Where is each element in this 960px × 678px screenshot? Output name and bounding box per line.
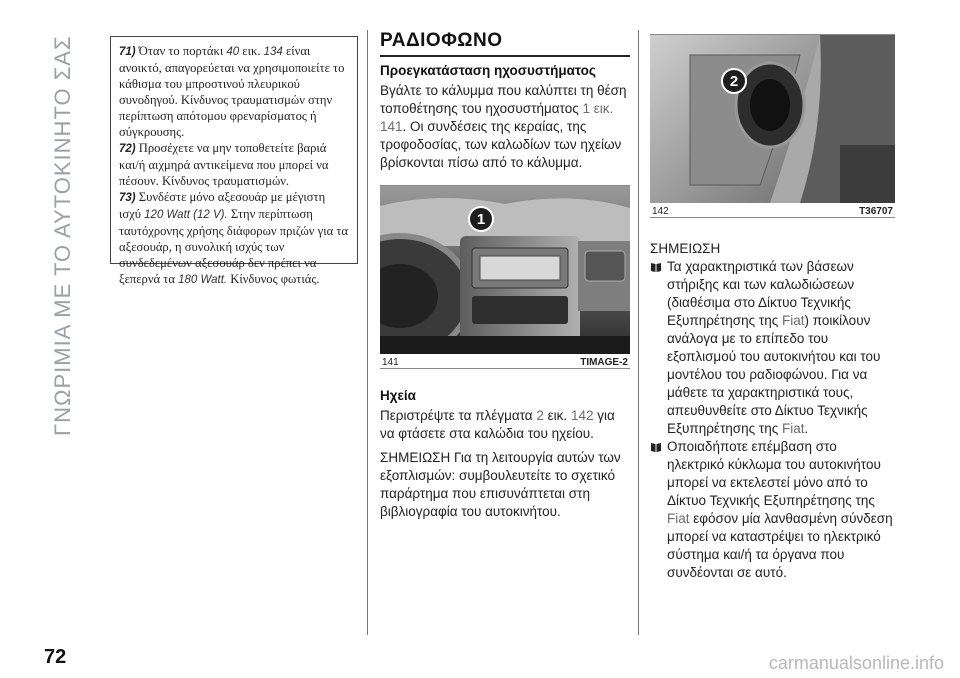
warning-item-text: Όταν το πορτάκι — [135, 44, 227, 58]
speakers-ref-2: 2 — [536, 408, 544, 423]
note-item-2-a: Οποιαδήποτε επέμβαση στο ηλεκτρικό κύκλωμα του αυτοκινήτου μπορεί να εκτελεστεί μόνο από το Δίκτυο Τεχνικής Εξυπηρέτησης της — [667, 439, 881, 508]
warning-item-text: 180 Watt. — [178, 274, 228, 286]
callout-1: 1 — [468, 206, 494, 232]
callout-2: 2 — [721, 68, 747, 94]
page-number: 72 — [44, 646, 67, 668]
speakers-note: ΣΗΜΕΙΩΣΗ Για τη λειτουργία αυτών των εξοπλισμών: συμβουλευτείτε το σχετικό παράρτημα που επισυνάπτεται στη βιβλιογραφία του αυτοκινήτου. — [380, 450, 621, 519]
warning-item-text: Προσέχετε να μην τοποθετείτε βαριά και/ή αιχμηρά αντικείμενα που μπορεί να πέσουν. Κίνδυνος τραυματισμών. — [119, 141, 329, 188]
note-item-2-b: εφόσον μία λανθασμένη σύνδεση μπορεί να καταστρέψει το ηλεκτρικό σύστημα και/ή τα όργανα που συνδέονται σε αυτό. — [667, 511, 893, 580]
note-item-1-a: Τα χαρακτηριστικά των βάσεων στήριξης και των καλωδιώσεων (διαθέσιμα στο Δίκτυο Τεχνικής Εξυπηρέτησης της — [667, 259, 855, 328]
column-divider-left — [367, 30, 368, 635]
warning-item-text: 120 Watt (12 V). — [144, 209, 228, 221]
preinstall-text — [380, 82, 630, 172]
warning-item-text: είναι ανοικτό, απαγορεύεται να χρησιμοποιείτε το κάθισμα του μπροστινού πλευρικού συνοδηγού. Κίνδυνος τραυματισμών στην περίπτωση απότομου φρεναρίσματος ή σύγκρουσης. — [119, 44, 345, 139]
warning-item-text: εικ. — [239, 44, 264, 58]
note-item-1-fiat: Fiat — [782, 313, 805, 328]
figure-142-image — [650, 35, 895, 203]
warning-box — [110, 36, 358, 286]
preinstall-ref: 1 εικ. 141 — [380, 101, 614, 134]
watermark: carmanualsonline.info — [768, 653, 944, 673]
note-item-2 — [650, 438, 895, 582]
preinstall-heading: Προεγκατάσταση ηχοσυστήματος — [380, 63, 596, 78]
note-item-1-c: . — [804, 421, 809, 436]
note-item-1 — [650, 258, 895, 438]
warning-item-text: 134 — [263, 46, 283, 58]
speakers-section — [380, 388, 630, 521]
speakers-ref-142: 142 — [570, 408, 594, 423]
dashboard-illustration — [380, 186, 630, 354]
warning-item — [119, 189, 349, 288]
warning-item-number: 71) — [119, 46, 136, 58]
door-speaker-illustration — [650, 35, 895, 203]
speakers-text-a: Περιστρέψτε τα πλέγματα — [380, 408, 533, 423]
warning-item — [119, 43, 349, 140]
figure-141-image — [380, 186, 630, 354]
book-icon — [650, 261, 662, 273]
note-item-2-fiat: Fiat — [667, 511, 690, 526]
figure-141-caption — [380, 354, 630, 368]
speakers-text — [380, 407, 630, 443]
warning-item-number: 73) — [119, 192, 136, 204]
warning-item-text: 40 — [226, 46, 240, 58]
note-item-1-b: ) ποικίλουν ανάλογα με το επίπεδο του εξοπλισμού του αυτοκινήτου και του μοντέλου του ραδιοφώνου. Για να μάθετε τα χαρακτηριστικά τους, απευθυνθείτε στο Δίκτυο Τεχνικής Εξυπηρέτησης της — [667, 313, 881, 436]
figure-142 — [650, 34, 895, 218]
preinstall-text-a: Βγάλτε το κάλυμμα που καλύπτει τη θέση τοποθέτησης του ηχοσυστήματος — [380, 83, 627, 116]
figure-142-code: T36707 — [859, 206, 893, 217]
note-section — [650, 240, 895, 582]
radio-section — [380, 30, 630, 172]
figure-141-code: TIMAGE-2 — [580, 357, 628, 368]
note-item-1-fiat2: Fiat — [782, 421, 805, 436]
chapter-side-title — [50, 36, 80, 436]
chapter-side-title-text: ΓΝΩΡΙΜΙΑ ΜΕ ΤΟ ΑΥΤΟΚΙΝΗΤΟ ΣΑΣ — [50, 35, 75, 436]
warning-item-text: Κίνδυνος φωτιάς. — [227, 272, 320, 286]
preinstall-text-b: . Οι συνδέσεις της κεραίας, της τροφοδοσίας, των καλωδίων των ηχείων βρίσκονται πίσω από το κάλυμμα. — [380, 119, 622, 170]
figure-142-number: 142 — [652, 206, 669, 217]
warning-item — [119, 140, 349, 189]
warning-item-text: Συνδέστε μόνο αξεσουάρ με μέγιστη ισχύ — [119, 190, 326, 221]
warning-item-number: 72) — [119, 143, 136, 155]
column-divider-right — [638, 30, 639, 635]
figure-141 — [380, 185, 630, 369]
speakers-text-c: για να φτάσετε στα καλώδια του ηχείου. — [380, 408, 615, 441]
section-title-rule — [380, 55, 630, 57]
speakers-heading: Ηχεία — [380, 388, 416, 403]
note-heading: ΣΗΜΕΙΩΣΗ — [650, 241, 721, 256]
speakers-text-b: εικ. — [547, 408, 568, 423]
figure-142-caption — [650, 203, 895, 217]
warning-item-text: Στην περίπτωση ταυτόχρονης χρήσης διάφορων πριζών για τα αξεσουάρ, η συνολική ισχύς των συνδεδεμένων αξεσουάρ δεν πρέπει να ξεπερνά τα — [119, 207, 348, 286]
figure-141-number: 141 — [382, 357, 399, 368]
section-title: ΡΑΔΙΟΦΩΝΟ — [380, 30, 503, 51]
book-icon — [650, 441, 662, 453]
